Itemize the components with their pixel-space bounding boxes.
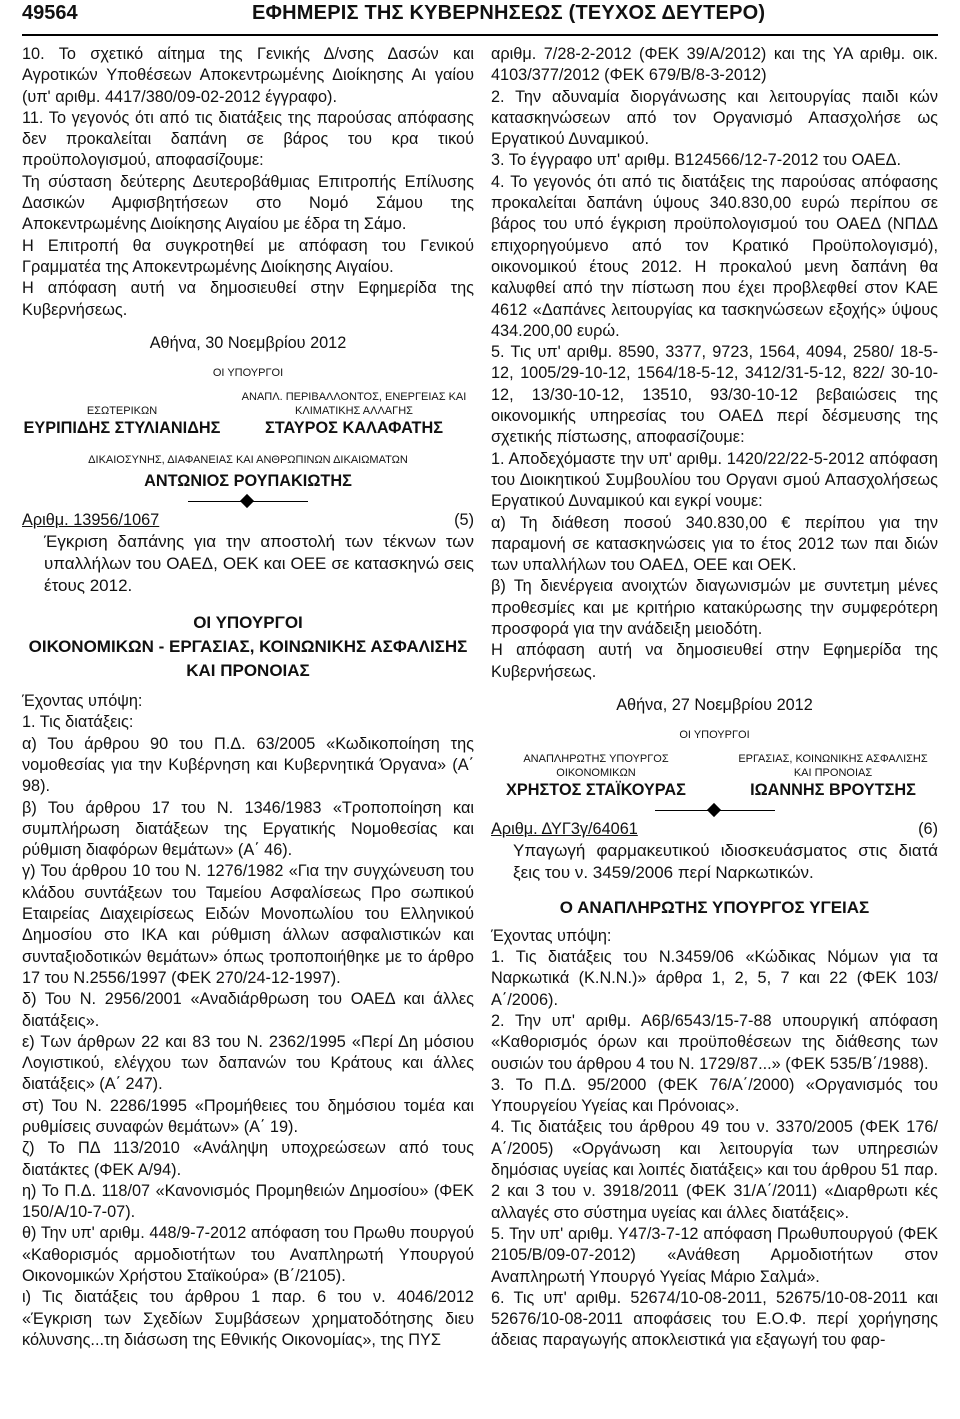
list-item: α) Του άρθρου 90 του Π.Δ. 63/2005 «Κωδικοποίηση της νομοθεσίας για την Κυβέρνηση και Κυβερνητικά Όργανα» (Α΄ 98). [22,734,474,796]
paragraph: β) Τη διενέργεια ανοιχτών διαγωνισμών με συντετμη μένες προθεσμίες και με κριτήριο κατακύρωσης την συμφερότερη προσφορά για την ανάδειξη μειοδότη. [491,577,938,639]
issuers-heading: ΟΙ ΥΠΟΥΡΓΟΙ [193,613,303,633]
paragraph: Η απόφαση αυτή να δημοσιευθεί στην Εφημερίδα της Κυβερνήσεως. [22,279,474,319]
section-divider [188,501,308,502]
signature-block [234,390,474,439]
signing-date: Αθήνα, 27 Νοεμβρίου 2012 [616,695,813,714]
paragraph: Η απόφαση αυτή να δημοσιευθεί στην Εφημερίδα της Κυβερνήσεως. [491,641,938,681]
list-item: στ) Του Ν. 2286/1995 «Προμήθειες του δημόσιου τομέα και ρυθμίσεις συναφών θεμάτων» (Α΄ 19). [22,1096,474,1136]
considering-label: Έχοντας υπόψη: [491,926,612,945]
issuers-departments: ΟΙΚΟΝΟΜΙΚΩΝ - ΕΡΓΑΣΙΑΣ, ΚΟΙΝΩΝΙΚΗΣ ΑΣΦΑΛΙΣΗΣ ΚΑΙ ΠΡΟΝΟΙΑΣ [28,637,468,681]
header-rule [22,34,938,36]
paragraph: αριθμ. 7/28-2-2012 (ΦΕΚ 39/Α/2012) και της ΥΑ αριθμ. οικ. 4103/377/2012 (ΦΕΚ 679/Β/8-3-2012) [491,45,938,85]
page-number: 49564 [22,2,78,24]
issuer-heading: Ο ΑΝΑΠΛΗΡΩΤΗΣ ΥΠΟΥΡΓΟΣ ΥΓΕΙΑΣ [559,897,870,917]
signer-role: ΑΝΑΠΛ. ΠΕΡΙΒΑΛΛΟΝΤΟΣ, ΕΝΕΡΓΕΙΑΣ ΚΑΙ ΚΛΙΜΑΤΙΚΗΣ ΑΛΛΑΓΗΣ [241,391,467,418]
paragraph: 1. Αποδεχόμαστε την υπ' αριθμ. 1420/22/22-5-2012 απόφαση του Διοικητικού Συμβουλίου του Οργανι σμού Απασχολήσεως Εργατικού Δυναμικού και εγκρί νουμε: [491,449,938,511]
decision-number-row [491,819,938,840]
decision-index: (6) [918,819,938,838]
list-item: 3. Το Π.Δ. 95/2000 (ΦΕΚ 76/Α΄/2000) «Οργανισμός του Υπουργείου Υγείας και Πρόνοιας». [491,1075,938,1116]
right-column [491,44,938,1352]
list-item: η) Το Π.Δ. 118/07 «Κανονισμός Προμηθειών Δημοσίου» (ΦΕΚ 150/Α/10-7-07). [22,1181,474,1222]
signature-block [22,390,222,439]
signing-date: Αθήνα, 30 Νοεμβρίου 2012 [149,333,347,352]
signer-name: ΑΝΤΩΝΙΟΣ ΡΟΥΠΑΚΙΩΤΗΣ [144,472,352,491]
signer-role: ΕΣΩΤΕΡΙΚΩΝ [86,405,158,418]
list-item: 4. Τις διατάξεις του άρθρου 49 του ν. 3370/2005 (ΦΕΚ 176/Α΄/2005) «Οργάνωση και λειτουργία των υπηρεσιών δημόσιας υγείας και λοιπές διατάξεις» και του άρθρου 51 παρ. 2 και 3 του ν. 3918/2011 (ΦΕΚ 31/Α΄/2011) «Διαρθρωτι κές αλλαγές στο σύστημα υγείας και άλλες διατάξεις». [491,1118,938,1222]
paragraph: 4. Το γεγονός ότι από τις διατάξεις της παρούσας απόφασης προκαλείται δαπάνη ύψους 340.830,00 ευρώ περίπου σε βάρος του υπό έγκριση προϋπολογισμού του ΟΑΕΔ (ΝΠΔΔ επιχορηγούμενο από τον Κρατικό Προϋπολογισμό), οικονομικού έτους 2012. Η προκαλού μενη δαπάνη θα καλυφθεί από την πίστωση που έχει προβλεφθεί στον ΚΑΕ 4612 «Δαπάνες λειτουργίας κα τασκηνώσεων εξοχής» ύψους 434.200,00 ευρώ. [491,172,938,340]
ministers-label: ΟΙ ΥΠΟΥΡΓΟΙ [212,367,284,380]
signer-name: ΣΤΑΥΡΟΣ ΚΑΛΑΦΑΤΗΣ [265,419,443,438]
list-item: γ) Του άρθρου 10 του Ν. 1276/1982 «Για την συγχώνευση του κλάδου συντάξεων του Ταμείου Ασφαλίσεως Προ σωπικού Εταιρείας Διαχειρίσεως Ειδών Μονοπωλίου του Ελληνικού Δημοσίου στο ΙΚΑ και ρύθμιση άλλων ασφαλιστικών και συνταξιοδοτικών θεμάτων» όπως τροποποιήθηκε με το άρθρο 17 του Ν.2556/1997 (ΦΕΚ 270/24-12-1997). [22,862,474,987]
paragraph: 5. Τις υπ' αριθμ. 8590, 3377, 9723, 1564, 4094, 2580/ 18-5-12, 1005/29-10-12, 1564/18-5-12, 3412/31-5-12, 822/ 30-10-12, 13/30-10-12, 13510, 93/30-10-12 βεβαιώσεις της οικονομικής υπηρεσίας του ΟΑΕΔ περί δέσμευσης της σχετικής πίστωσης, αποφασίζουμε: [491,343,938,447]
gazette-title: ΕΦΗΜΕΡΙΣ ΤΗΣ ΚΥΒΕΡΝΗΣΕΩΣ (ΤΕΥΧΟΣ ΔΕΥΤΕΡΟ) [252,2,766,24]
signature-block [491,752,701,801]
considering-label: Έχοντας υπόψη: [22,692,143,711]
paragraph: Η Επιτροπή θα συγκροτηθεί με απόφαση του Γενικού Γραμματέα της Αποκεντρωμένης Διοίκησης Αιγαίου. [22,236,474,276]
paragraph: 10. Το σχετικό αίτημα της Γενικής Δ/νσης Δασών και Αγροτικών Υποθέσεων Αποκεντρωμένης Διοίκησης Αι γαίου (υπ' αριθμ. 4417/380/09-02-2012 έγγραφο). [22,45,474,106]
decision-number: Αριθμ. 13956/1067 [22,510,160,529]
paragraph: 2. Την αδυναμία διοργάνωσης και λειτουργίας παιδι κών κατασκηνώσεων από τον Οργανισμό Απασχολήσε ως Εργατικού Δυναμικού. [491,87,938,149]
signatures [22,390,474,439]
signer-role: ΕΡΓΑΣΙΑΣ, ΚΟΙΝΩΝΙΚΗΣ ΑΣΦΑΛΙΣΗΣ ΚΑΙ ΠΡΟΝΟΙΑΣ [738,753,928,780]
signer-name: ΕΥΡΙΠΙΔΗΣ ΣΤΥΛΙΑΝΙΔΗΣ [23,419,221,438]
signature-block [728,752,938,801]
signatures [491,752,938,801]
paragraph: Τη σύσταση δεύτερης Δευτεροβάθμιας Επιτροπής Επίλυσης Δασικών Αμφισβητήσεων στο Νομό Σάμου της Αποκεντρωμένης Διοίκησης Αιγαίου με έδρα τη Σάμο. [22,172,474,234]
decision-title: Έγκριση δαπάνης για την αποστολή των τέκνων των υπαλλήλων του ΟΑΕΔ, ΟΕΚ και ΟΕΕ σε κατασκηνώ σεις έτους 2012. [44,532,474,596]
left-column [22,44,474,1351]
signer-name: ΙΩΑΝΝΗΣ ΒΡΟΥΤΣΗΣ [750,781,916,800]
list-item: θ) Την υπ' αριθμ. 448/9-7-2012 απόφαση του Πρωθυ πουργού «Καθορισμός αρμοδιοτήτων του Αναπληρωτή Υπουργού Οικονομικών Χρήστου Σταϊκούρα» (Β΄/2105). [22,1224,474,1286]
paragraph: 11. Το γεγονός ότι από τις διατάξεις της παρούσας απόφασης δεν προκαλείται δαπάνη σε βάρος του κρα τικού προϋπολογισμού, αποφασίζουμε: [22,108,474,170]
list-item: ζ) Το ΠΔ 113/2010 «Ανάληψη υποχρεώσεων από τους διατάκτες (ΦΕΚ Α/94). [22,1139,474,1179]
signer-name: ΧΡΗΣΤΟΣ ΣΤΑΪΚΟΥΡΑΣ [506,781,686,800]
list-item: ι) Τις διατάξεις του άρθρου 1 παρ. 6 του ν. 4046/2012 «Έγκριση των Σχεδίων Συμβάσεων χρηματοδότησης διευ κόλυνσης...τη διάσωση της Εθνικής Οικονομίας», της ΠΥΣ [22,1288,474,1349]
signer-role: ΑΝΑΠΛΗΡΩΤΗΣ ΥΠΟΥΡΓΟΣ ΟΙΚΟΝΟΜΙΚΩΝ [523,753,669,780]
paragraph: 3. Το έγγραφο υπ' αριθμ. Β124566/12-7-2012 του ΟΑΕΔ. [491,151,902,170]
list-item: ε) Των άρθρων 22 και 83 του Ν. 2362/1995 «Περί Δη μόσιου Λογιστικού, ελέγχου των δαπανών του Κράτους και άλλες διατάξεις» (Α΄ 247). [22,1032,474,1094]
decision-number-row [22,510,474,531]
paragraph: α) Τη διάθεση ποσού 340.830,00 € περίπου για την παραμονή σε κατασκηνώσεις για το έτος 2012 των παι διών των υπαλλήλων του ΟΑΕΔ, ΟΕΕ και ΟΕΚ. [491,513,938,575]
list-item: 2. Την υπ' αριθμ. Α6β/6543/15-7-88 υπουργική απόφαση «Καθορισμός όρων και προϋποθέσεων της διάθεσης των ουσιών του άρθρου 4 του Ν. 1729/87...» (ΦΕΚ 535/Β΄/1988). [491,1011,938,1073]
page-header [22,2,942,36]
signer-role: ΔΙΚΑΙΟΣΥΝΗΣ, ΔΙΑΦΑΝΕΙΑΣ ΚΑΙ ΑΝΘΡΩΠΙΝΩΝ ΔΙΚΑΙΩΜΑΤΩΝ [88,454,408,467]
list-item: δ) Του Ν. 2956/2001 «Αναδιάρθρωση του ΟΑΕΔ και άλλες διατάξεις». [22,990,474,1030]
list-item: β) Του άρθρου 17 του Ν. 1346/1983 «Τροποποίηση και συμπλήρωση διατάξεων της Εργατικής Νομοθεσίας και ρύθμιση διαφόρων θεμάτων» (Α΄ 46). [22,798,474,860]
decision-number: Αριθμ. ΔΥΓ3γ/64061 [491,819,638,838]
list-item: 1. Τις διατάξεις: [22,713,134,732]
section-divider [655,810,775,811]
decision-index: (5) [454,510,474,529]
ministers-label: ΟΙ ΥΠΟΥΡΓΟΙ [679,729,750,742]
list-item: 6. Τις υπ' αριθμ. 52674/10-08-2011, 52675/10-08-2011 και 52676/10-08-2011 αποφάσεις του Ε.Ο.Φ. περί χορήγησης άδειας παραγωγής αποκλειστικά για εξαγωγή του φαρ- [491,1288,938,1350]
list-item: 5. Την υπ' αριθμ. Υ47/3-7-12 απόφαση Πρωθυπουργού (ΦΕΚ 2105/Β/09-07-2012) «Ανάθεση Αρμοδιοτήτων στον Αναπληρωτή Υπουργό Υγείας Μάριο Σαλμά». [491,1224,938,1286]
decision-title: Υπαγωγή φαρμακευτικού ιδιοσκευάσματος στις διατά ξεις του ν. 3459/2006 περί Ναρκωτικών. [513,840,938,882]
list-item: 1. Τις διατάξεις του Ν.3459/06 «Κώδικας Νόμων για τα Ναρκωτικά (Κ.Ν.Ν.)» άρθρα 1, 2, 5, 7 και 22 (ΦΕΚ 103/ Α΄/2006). [491,948,938,1009]
